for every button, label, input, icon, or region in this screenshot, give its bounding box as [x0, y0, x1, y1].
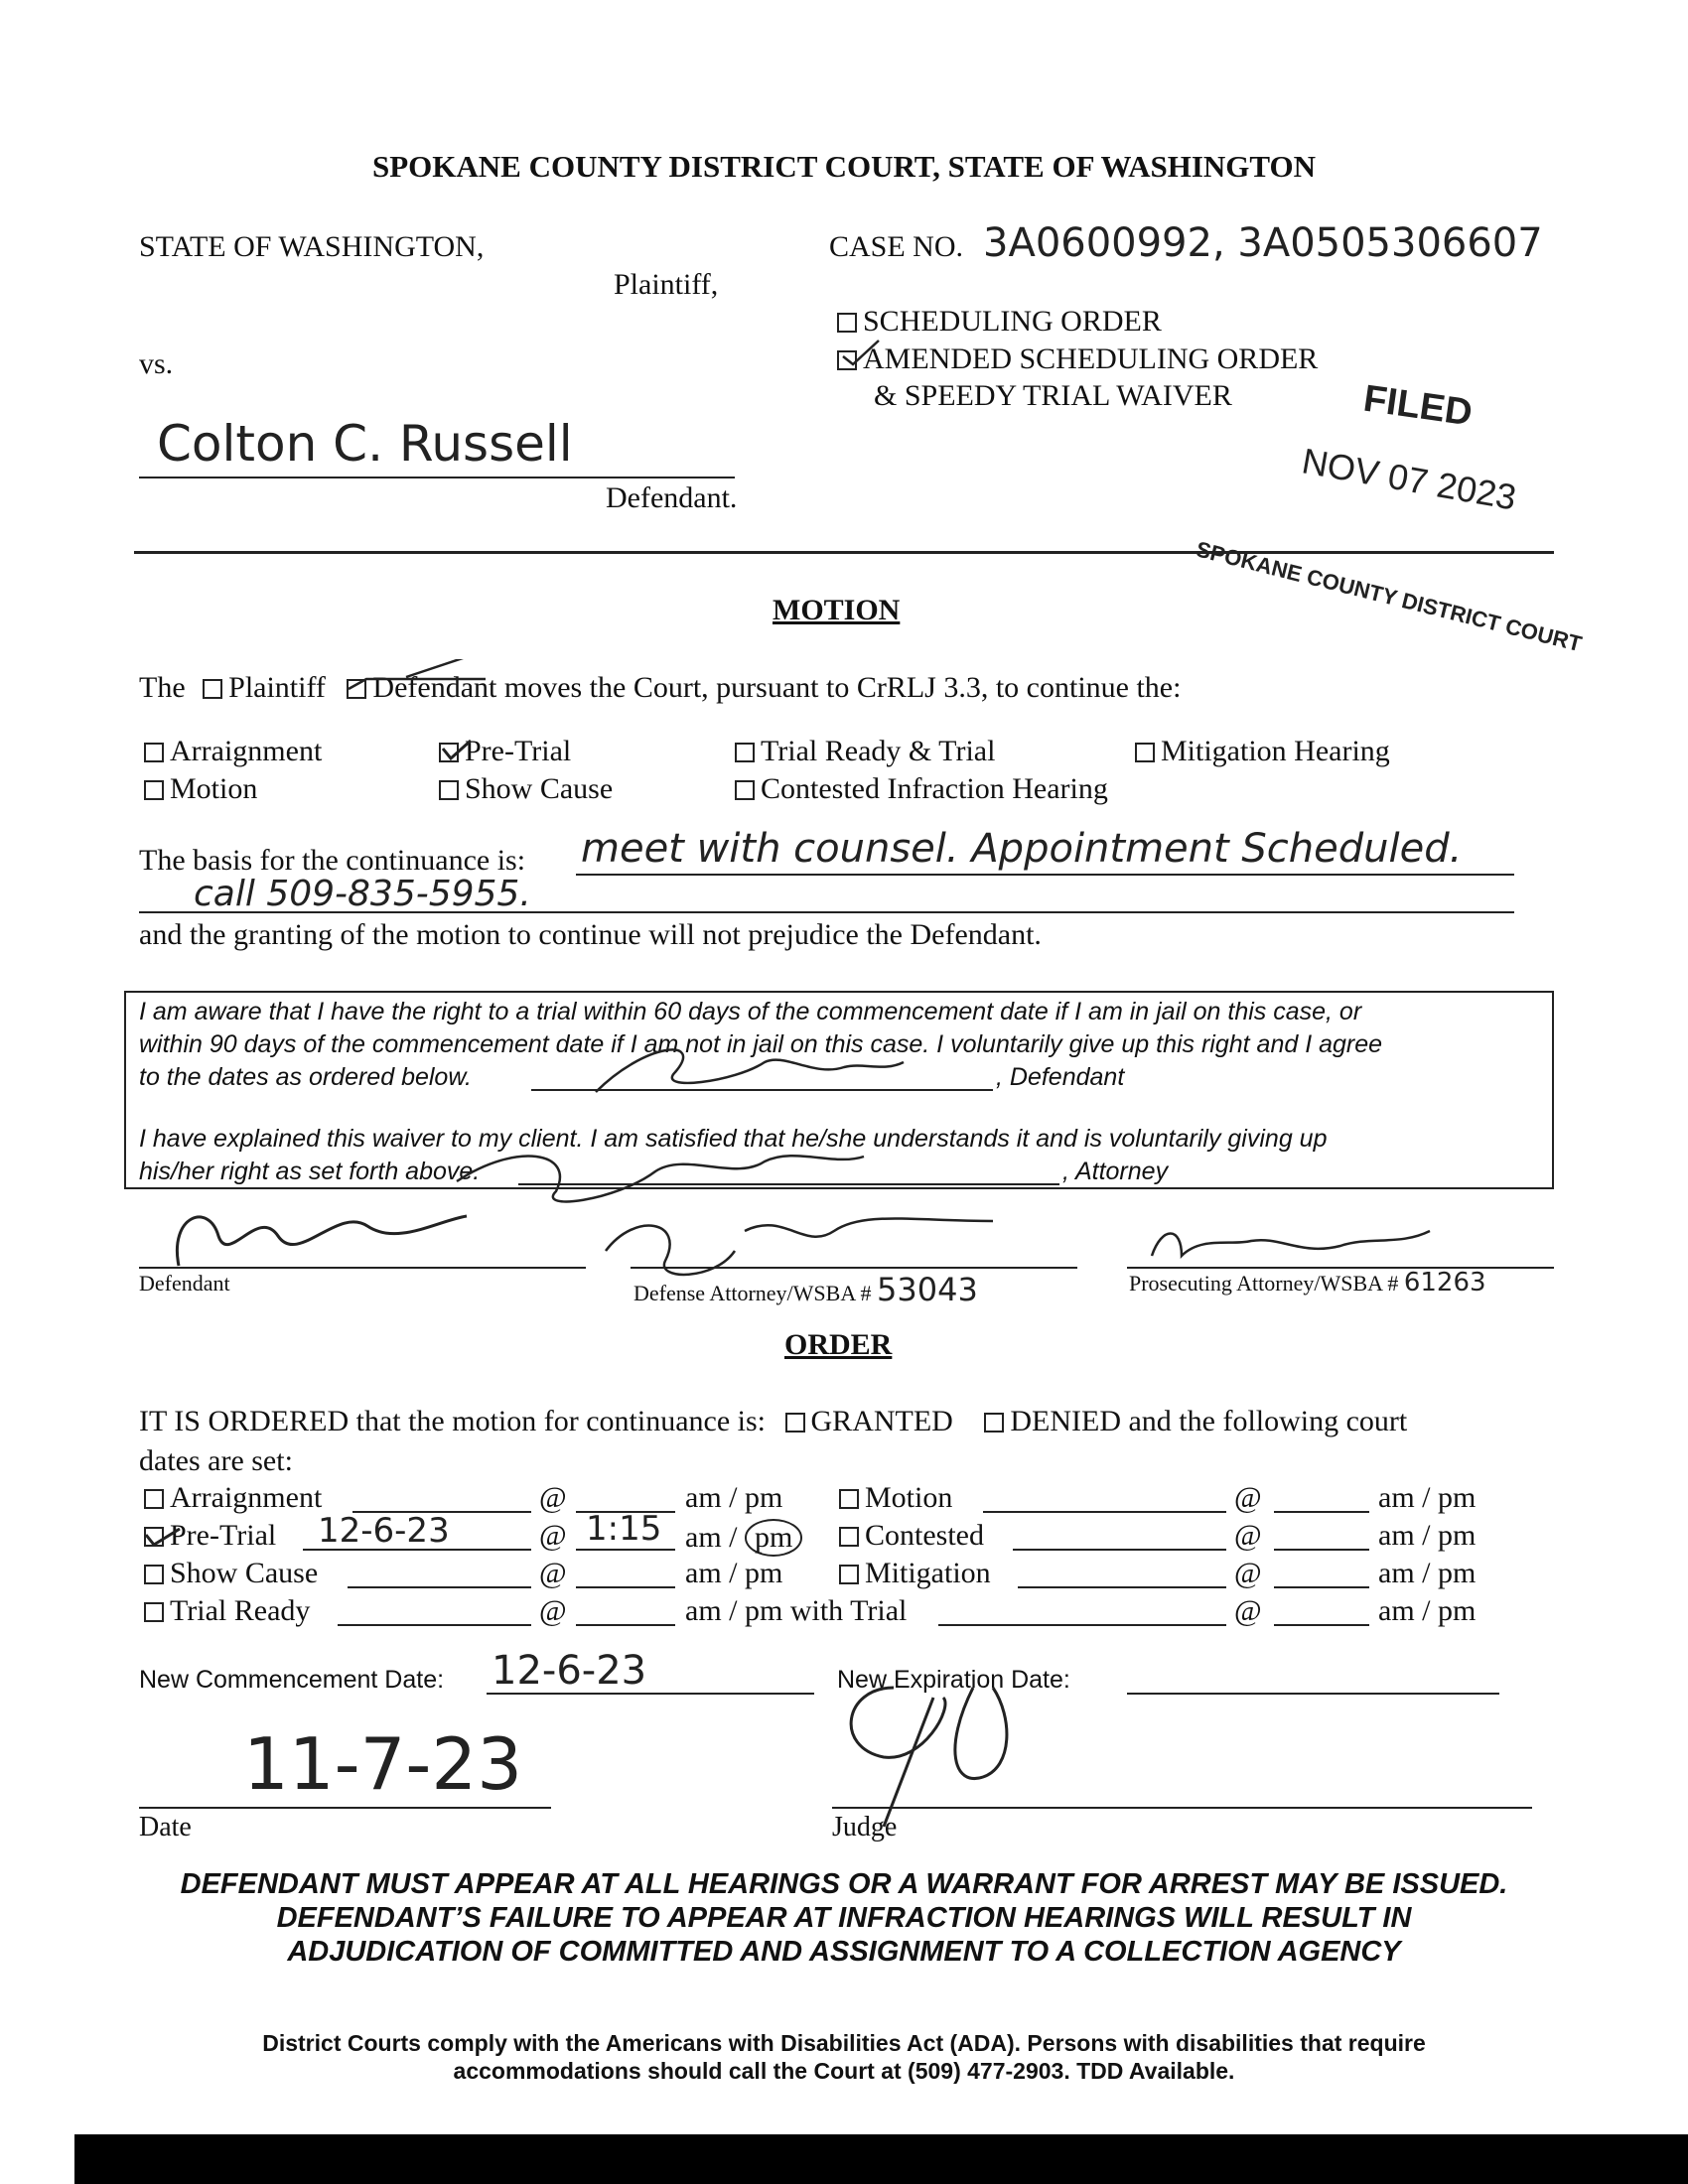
header-divider: [134, 551, 1554, 554]
waiver-defendant-suffix: , Defendant: [996, 1063, 1125, 1091]
stamp-court: SPOKANE COUNTY DISTRICT COURT: [1194, 536, 1585, 657]
date-label: Date: [139, 1812, 192, 1843]
order-row-trial-ready: Trial Ready: [144, 1594, 310, 1628]
pm-circled: pm: [745, 1519, 802, 1557]
vs-label: vs.: [139, 347, 174, 380]
order-type-amended: AMENDED SCHEDULING ORDER: [837, 342, 1318, 376]
defense-wsba: 53043: [877, 1271, 978, 1308]
case-no-value: 3A0600992, 3A0505306607: [983, 220, 1543, 266]
commencement-line: [487, 1693, 814, 1695]
option-motion: Motion: [144, 772, 257, 806]
defendant-signature-label: Defendant: [139, 1271, 230, 1296]
waiver-attorney-suffix: , Attorney: [1062, 1158, 1169, 1185]
defense-signature-line: [631, 1267, 1077, 1269]
checkbox-scheduling-order[interactable]: [837, 313, 857, 333]
commencement-label: New Commencement Date:: [139, 1666, 445, 1694]
prosecutor-label: Prosecuting Attorney/WSBA # 61263: [1129, 1268, 1486, 1297]
plaintiff-label: Plaintiff,: [614, 268, 719, 301]
checkbox-plaintiff[interactable]: [203, 679, 222, 699]
ada-line-2: accommodations should call the Court at (509) 477-2903. TDD Available.: [453, 2058, 1235, 2084]
order-row-arraignment: Arraignment: [144, 1481, 322, 1515]
warning-line-3: ADJUDICATION OF COMMITTED AND ASSIGNMENT TO A COLLECTION AGENCY: [287, 1936, 1401, 1968]
judge-line: [832, 1807, 1532, 1809]
order-type-scheduling: SCHEDULING ORDER: [837, 305, 1162, 339]
motion-sentence: The Plaintiff Defendant moves the Court, pursuant to CrRLJ 3.3, to continue the:: [139, 671, 1181, 705]
defendant-name-line: [139, 477, 735, 478]
ada-line-1: District Courts comply with the Americans with Disabilities Act (ADA). Persons with disabilities that require: [262, 2030, 1426, 2056]
option-mitigation: Mitigation Hearing: [1135, 735, 1390, 768]
checkbox-granted[interactable]: [785, 1413, 805, 1433]
order-sentence: IT IS ORDERED that the motion for continuance is: GRANTED DENIED and the following court: [139, 1405, 1408, 1437]
pre-trial-time: 1:15: [586, 1509, 662, 1549]
warning-line-1: DEFENDANT MUST APPEAR AT ALL HEARINGS OR A WARRANT FOR ARREST MAY BE ISSUED.: [180, 1868, 1508, 1900]
checkbox-order-arraignment[interactable]: [144, 1489, 164, 1509]
waiver-text-5: his/her right as set forth above.: [139, 1158, 481, 1185]
basis-line1: meet with counsel. Appointment Scheduled.: [581, 826, 1463, 872]
expiration-label: New Expiration Date:: [837, 1666, 1070, 1694]
checkbox-order-pre-trial[interactable]: [144, 1527, 164, 1547]
checkbox-order-show-cause[interactable]: [144, 1565, 164, 1584]
basis-line2: call 509-835-5955.: [194, 874, 531, 914]
order-row-mitigation: Mitigation: [839, 1557, 991, 1590]
checkbox-show-cause[interactable]: [439, 780, 459, 800]
filed-stamp: FILED: [1360, 377, 1476, 435]
order-row-show-cause: Show Cause: [144, 1557, 318, 1590]
court-title: SPOKANE COUNTY DISTRICT COURT, STATE OF WASHINGTON: [371, 149, 1317, 184]
checkbox-order-motion[interactable]: [839, 1489, 859, 1509]
option-contested: Contested Infraction Hearing: [735, 772, 1108, 806]
option-pre-trial: Pre-Trial: [439, 735, 571, 768]
order-row-contested: Contested: [839, 1519, 984, 1553]
prosecutor-wsba: 61263: [1403, 1268, 1486, 1297]
checkbox-trial-ready[interactable]: [735, 743, 755, 762]
checkbox-arraignment[interactable]: [144, 743, 164, 762]
order-row-motion: Motion: [839, 1481, 952, 1515]
basis-underline2: [139, 911, 1514, 913]
checkbox-pre-trial[interactable]: [439, 743, 459, 762]
checkbox-denied[interactable]: [984, 1413, 1004, 1433]
defendant-name: Colton C. Russell: [157, 415, 573, 473]
checkbox-motion[interactable]: [144, 780, 164, 800]
option-trial-ready: Trial Ready & Trial: [735, 735, 995, 768]
checkbox-defendant[interactable]: [347, 679, 366, 699]
basis-label: The basis for the continuance is:: [139, 844, 526, 877]
prejudice-text: and the granting of the motion to continue will not prejudice the Defendant.: [139, 918, 1042, 951]
scan-bottom-bar: [74, 2134, 1688, 2184]
waiver-defendant-signature: [586, 1032, 914, 1102]
option-show-cause: Show Cause: [439, 772, 613, 806]
judge-label: Judge: [832, 1812, 898, 1843]
defense-attorney-label: Defense Attorney/WSBA # 53043: [633, 1271, 978, 1308]
signed-date: 11-7-23: [243, 1722, 523, 1806]
warning-line-2: DEFENDANT’S FAILURE TO APPEAR AT INFRACTION HEARINGS WILL RESULT IN: [276, 1902, 1412, 1934]
basis-underline1: [576, 874, 1514, 876]
pre-trial-ampm: am / pm: [685, 1519, 802, 1557]
waiver-text-3: to the dates as ordered below.: [139, 1063, 472, 1091]
defendant-label: Defendant.: [606, 481, 738, 514]
checkbox-order-trial-ready[interactable]: [144, 1602, 164, 1622]
waiver-text-2: within 90 days of the commencement date if I am not in jail on this case. I voluntarily give up this right and I agree: [139, 1030, 1383, 1058]
date-line: [139, 1807, 551, 1809]
commencement-value: 12-6-23: [492, 1648, 647, 1694]
waiver-text-1: I am aware that I have the right to a trial within 60 days of the commencement date if I am in jail on this case, or: [139, 998, 1362, 1025]
expiration-line: [1127, 1693, 1499, 1695]
stamp-date: NOV 07 2023: [1299, 440, 1520, 518]
pre-trial-date: 12-6-23: [318, 1511, 450, 1551]
order-heading: ORDER: [784, 1328, 893, 1361]
option-arraignment: Arraignment: [144, 735, 322, 768]
dates-are-set: dates are set:: [139, 1444, 293, 1477]
defendant-signature: [139, 1196, 477, 1276]
waiver-text-4: I have explained this waiver to my client. I am satisfied that he/she understands it and is voluntarily giving up: [139, 1125, 1328, 1153]
checkbox-order-mitigation[interactable]: [839, 1565, 859, 1584]
trial-ready-with-trial: am / pm with Trial: [685, 1594, 908, 1627]
checkbox-mitigation[interactable]: [1135, 743, 1155, 762]
motion-heading: MOTION: [773, 594, 901, 626]
checkbox-order-contested[interactable]: [839, 1527, 859, 1547]
checkbox-amended-order[interactable]: [837, 350, 857, 370]
plaintiff-name: STATE OF WASHINGTON,: [139, 230, 485, 263]
case-no-label: CASE NO.: [829, 230, 964, 263]
checkbox-contested-infraction[interactable]: [735, 780, 755, 800]
order-type-speedy-waiver: & SPEEDY TRIAL WAIVER: [874, 379, 1232, 412]
order-row-pre-trial: Pre-Trial: [144, 1519, 276, 1553]
defendant-signature-line: [139, 1267, 586, 1269]
